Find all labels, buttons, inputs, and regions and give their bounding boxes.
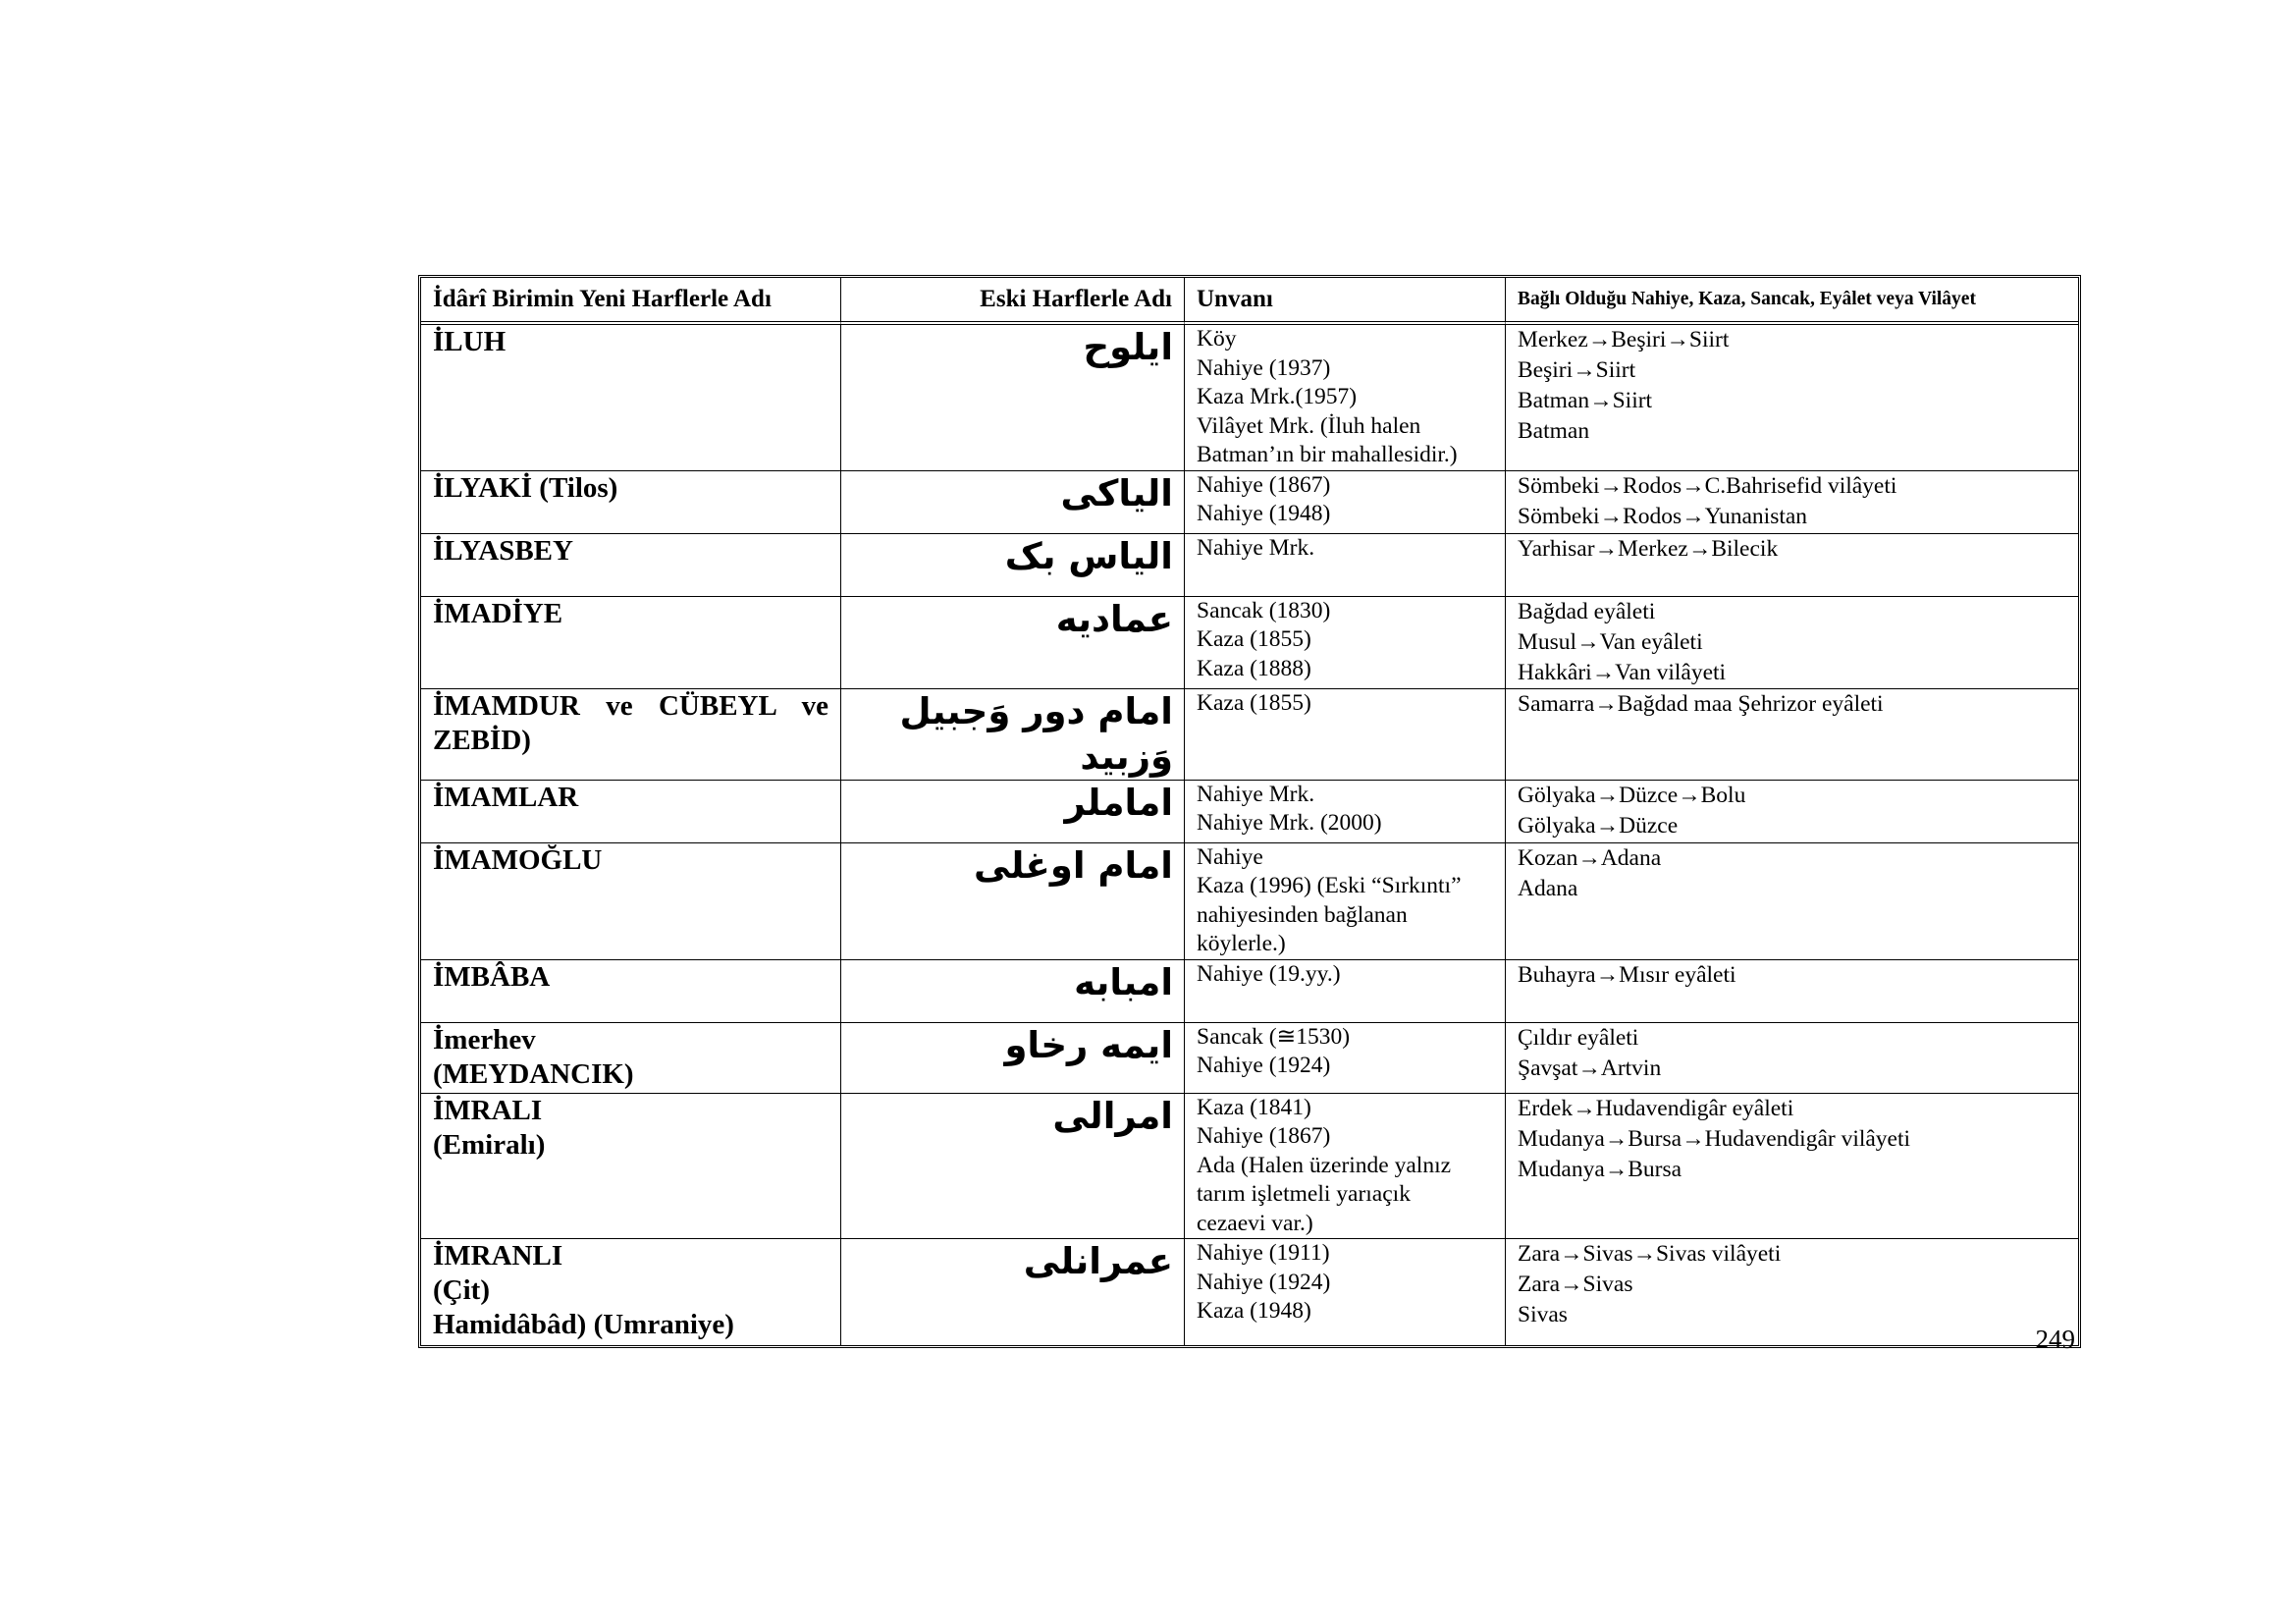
header-new-name: İdârî Birimin Yeni Harflerle Adı [421, 278, 841, 325]
table-row [421, 471, 2078, 534]
unit-name: İMBÂBA [421, 960, 841, 1023]
unit-bagli: Bağdad eyâleti Musul→Van eyâleti Hakkâri→Van vilâyeti [1506, 597, 2078, 689]
administrative-units-table [418, 275, 2081, 1348]
unit-name: İMAMOĞLU [421, 843, 841, 960]
unit-name: İLYAKİ (Tilos) [421, 471, 841, 534]
table-row [421, 1023, 2078, 1094]
unit-bagli: Çıldır eyâleti Şavşat→Artvin [1506, 1023, 2078, 1094]
unit-old-name: عماديه [841, 597, 1185, 689]
unit-unvan: Nahiye (1911) Nahiye (1924) Kaza (1948) [1185, 1239, 1506, 1345]
header-old-name: Eski Harflerle Adı [841, 278, 1185, 325]
unit-old-name: اماملر [841, 781, 1185, 843]
unit-bagli: Buhayra→Mısır eyâleti [1506, 960, 2078, 1023]
unit-bagli: Erdek→Hudavendigâr eyâleti Mudanya→Bursa→Hudavendigâr vilâyeti Mudanya→Bursa [1506, 1094, 2078, 1240]
unit-unvan: Sancak (1830) Kaza (1855) Kaza (1888) [1185, 597, 1506, 689]
unit-name: İMRANLI (Çit) Hamidâbâd) (Umraniye) [421, 1239, 841, 1345]
unit-bagli: Zara→Sivas→Sivas vilâyeti Zara→Sivas Sivas [1518, 1241, 1782, 1327]
unit-name: İMAMLAR [421, 781, 841, 843]
table-row [421, 843, 2078, 960]
unit-unvan: Nahiye Mrk. Nahiye Mrk. (2000) [1185, 781, 1506, 843]
table-wrapper [418, 275, 2075, 1348]
unit-name: İMADİYE [421, 597, 841, 689]
unit-unvan: Nahiye (19.yy.) [1185, 960, 1506, 1023]
header-unvan: Unvanı [1185, 278, 1506, 325]
unit-unvan: Kaza (1855) [1185, 689, 1506, 781]
page-number: 249 [2035, 1325, 2075, 1354]
unit-old-name: امام دور وَجبيل وَزبيد [841, 689, 1185, 781]
unit-unvan: Kaza (1841) Nahiye (1867) Ada (Halen üzerinde yalnız tarım işletmeli yarıaçık cezaevi var.) [1185, 1094, 1506, 1240]
table-row [421, 960, 2078, 1023]
unit-name: İmerhev (MEYDANCIK) [421, 1023, 841, 1094]
unit-bagli: Samarra→Bağdad maa Şehrizor eyâleti [1506, 689, 2078, 781]
unit-bagli: Kozan→Adana Adana [1506, 843, 2078, 960]
unit-old-name: امبابه [841, 960, 1185, 1023]
unit-old-name: امام اوغلى [841, 843, 1185, 960]
unit-bagli: Sömbeki→Rodos→C.Bahrisefid vilâyeti Sömbeki→Rodos→Yunanistan [1506, 471, 2078, 534]
table-row [421, 781, 2078, 843]
unit-name: İMRALI (Emiralı) [421, 1094, 841, 1240]
unit-name: İMAMDUR ve CÜBEYL ve ZEBİD) [421, 689, 841, 781]
header-bagli: Bağlı Olduğu Nahiye, Kaza, Sancak, Eyâlet veya Vilâyet [1506, 278, 2078, 325]
table-row [421, 534, 2078, 597]
unit-old-name: الياكى [841, 471, 1185, 534]
unit-bagli: Merkez→Beşiri→Siirt Beşiri→Siirt Batman→Siirt Batman [1506, 325, 2078, 471]
unit-unvan: Nahiye Kaza (1996) (Eski “Sırkıntı” nahiyesinden bağlanan köylerle.) [1185, 843, 1506, 960]
table-row [421, 689, 2078, 781]
header-row [421, 278, 2078, 325]
unit-bagli: Yarhisar→Merkez→Bilecik [1506, 534, 2078, 597]
unit-name: İLYASBEY [421, 534, 841, 597]
unit-unvan: Nahiye (1867) Nahiye (1948) [1185, 471, 1506, 534]
unit-old-name: امرالى [841, 1094, 1185, 1240]
table-row [421, 597, 2078, 689]
unit-unvan: Nahiye Mrk. [1185, 534, 1506, 597]
unit-old-name: ايلوح [841, 325, 1185, 471]
unit-old-name: عمرانلى [841, 1239, 1185, 1345]
unit-unvan: Sancak (≅1530) Nahiye (1924) [1185, 1023, 1506, 1094]
unit-old-name: ايمه رخاو [841, 1023, 1185, 1094]
unit-name: İLUH [421, 325, 841, 471]
unit-bagli: Gölyaka→Düzce→Bolu Gölyaka→Düzce [1506, 781, 2078, 843]
unit-old-name: الياس بک [841, 534, 1185, 597]
unit-unvan: Köy Nahiye (1937) Kaza Mrk.(1957) Vilâyet Mrk. (İluh halen Batman’ın bir mahallesidir.) [1185, 325, 1506, 471]
table-row [421, 1094, 2078, 1240]
table-row [421, 1239, 2078, 1345]
table-row [421, 325, 2078, 471]
